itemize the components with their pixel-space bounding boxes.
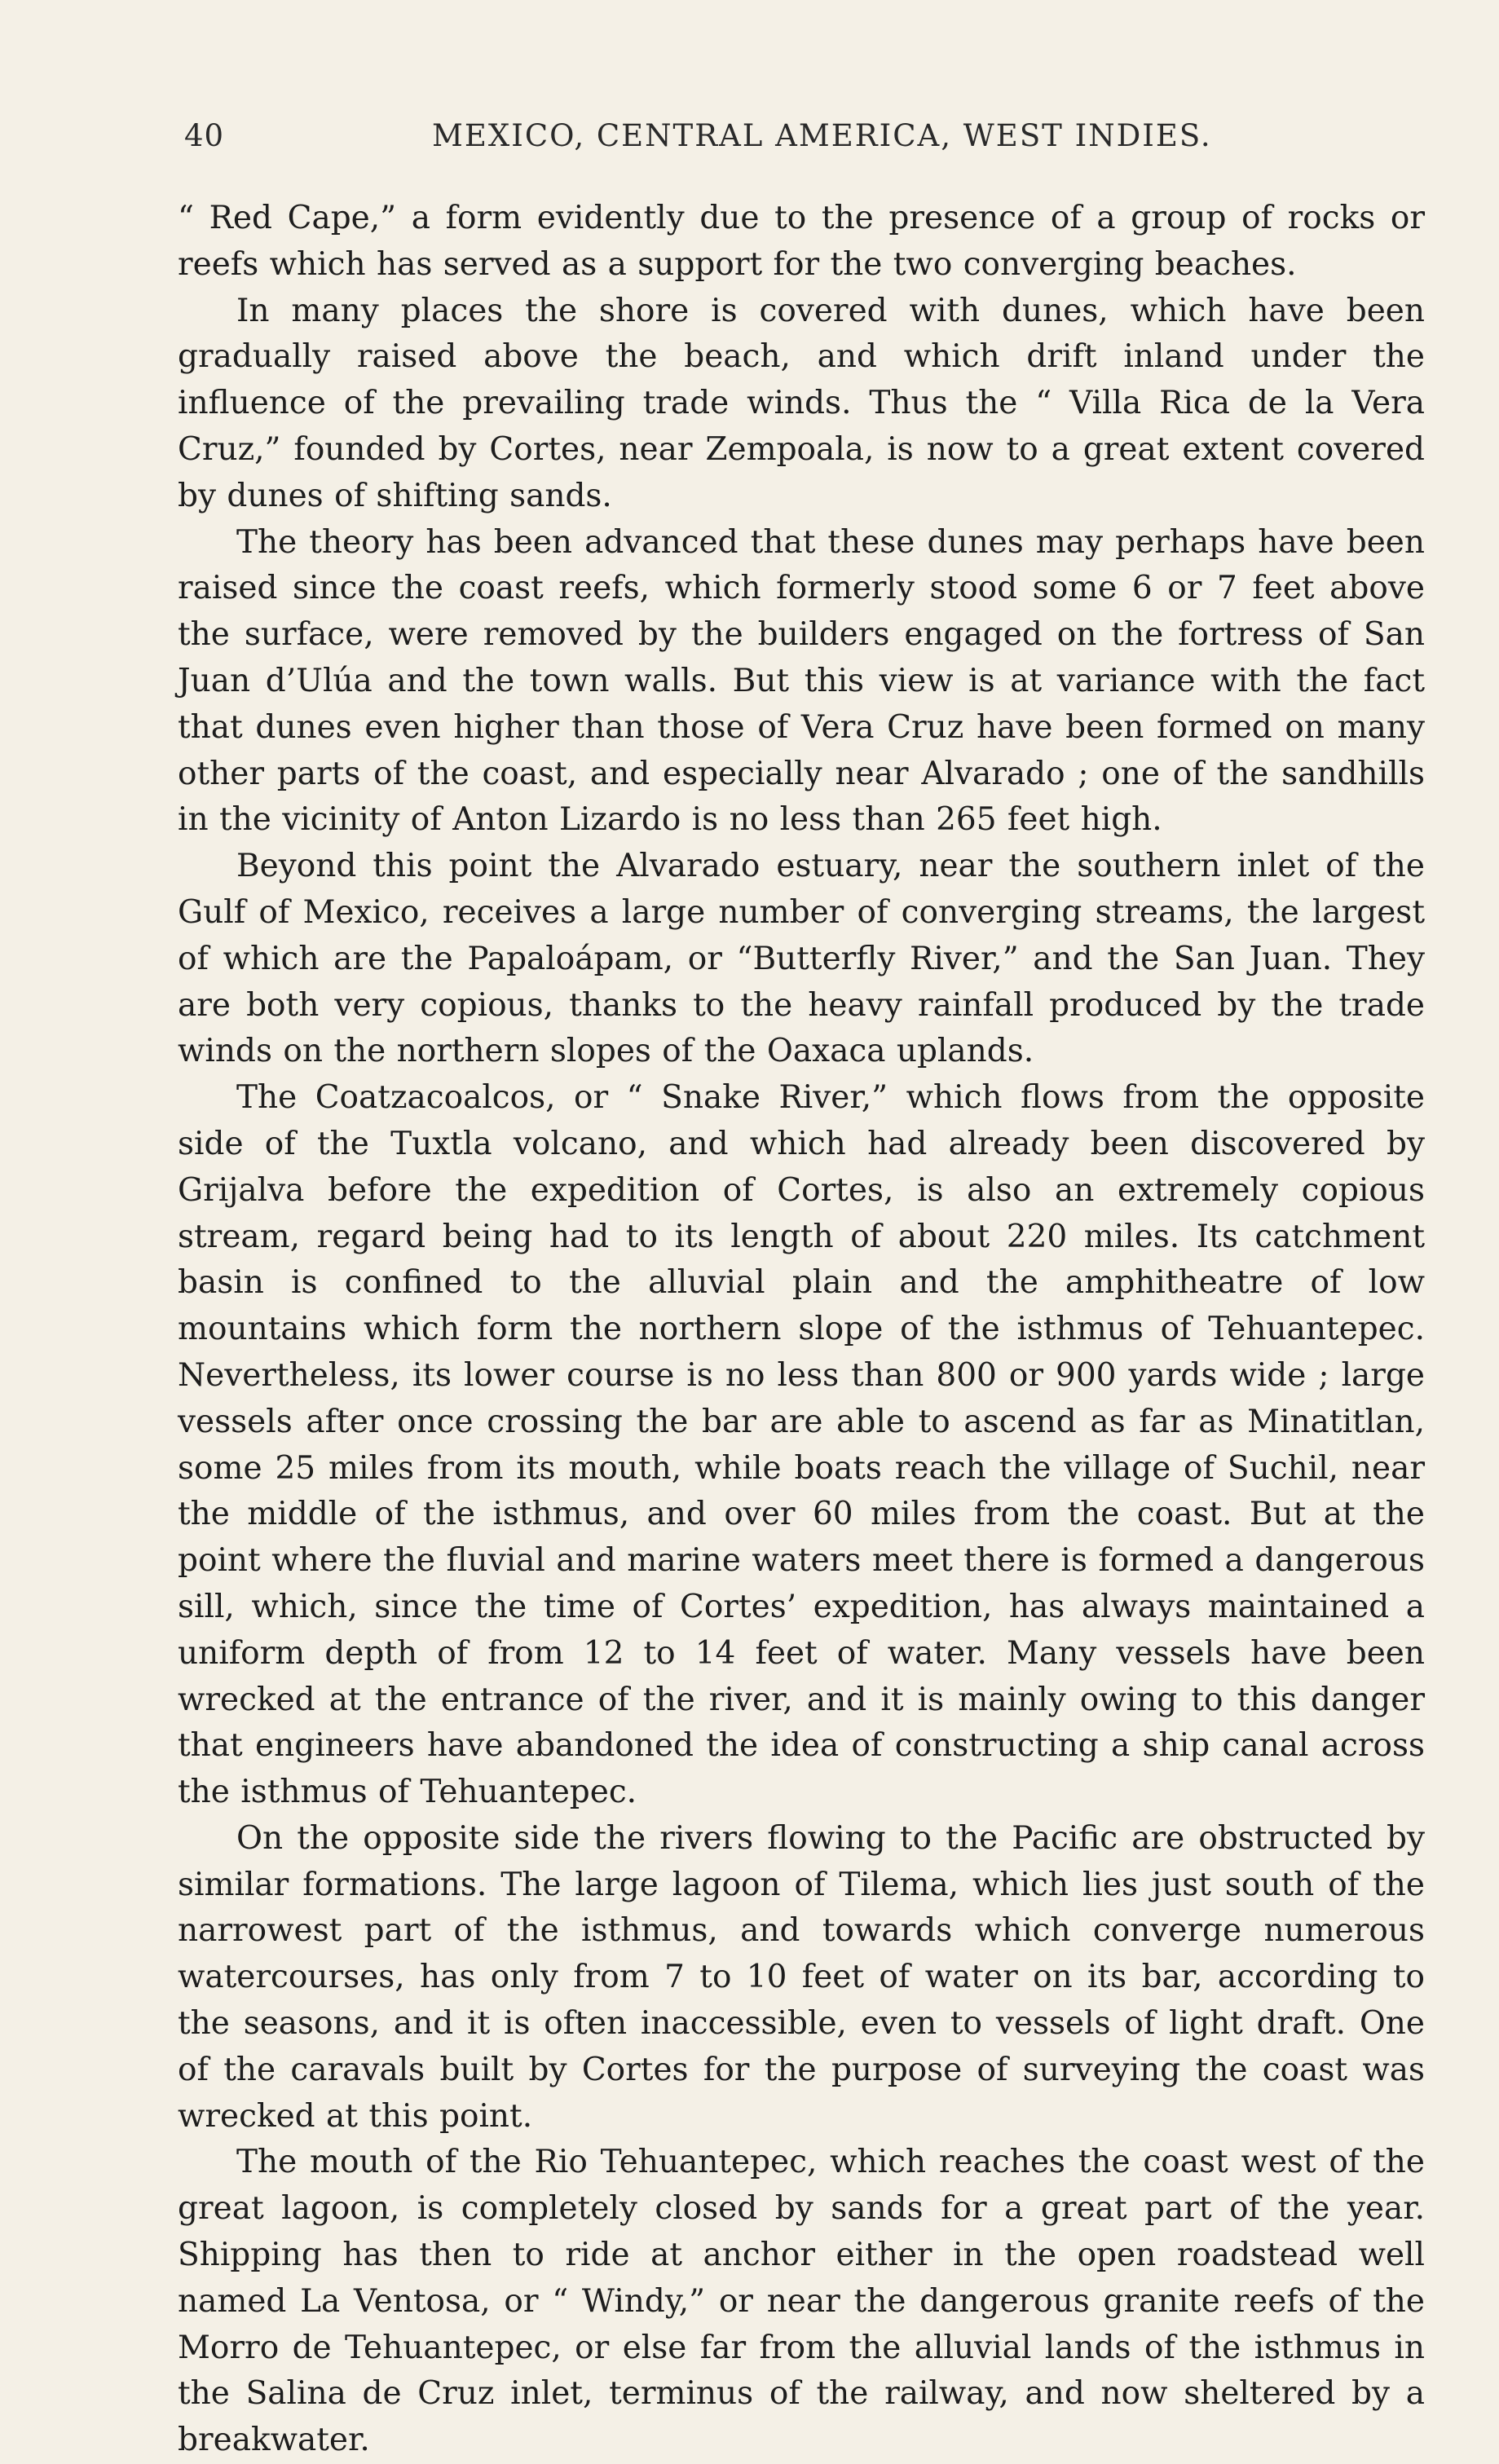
paragraph-alvarado-estuary: Beyond this point the Alvarado estuary, near the southern inlet of the Gulf of Mexico, receives a large number of converging streams, the largest of which are the Papaloápam, or “Butterfly River,” and the San Juan. They are both very copious, thanks to the heavy rainfall produced by the trade winds on the northern slopes of the Oaxaca uplands.: [178, 848, 1425, 1070]
paragraph-dunes: In many places the shore is covered with dunes, which have been gradually raised above the beach, and which drift inland under the influence of the prevailing trade winds. Thus the “ Villa Rica de la Vera Cruz,” founded by Cortes, near Zempoala, is now to a great extent covered by dunes of shifting sands.: [178, 292, 1425, 514]
paragraph-theory: The theory has been advanced that these dunes may perhaps have been raised since the coast reefs, which formerly stood some 6 or 7 feet above the surface, were removed by the builders engaged on the fortress of San Juan d’Ulúa and the town walls. But this view is at variance with the fact that dunes even higher than those of Vera Cruz have been formed on many other parts of the coast, and especially near Alvarado ; one of the sandhills in the vicinity of Anton Lizardo is no less than 265 feet high.: [178, 523, 1425, 839]
page-header: [179, 118, 1337, 159]
page-number: 40: [184, 118, 225, 153]
paragraph-pacific-rivers: On the opposite side the rivers flowing to the Pacific are obstructed by similar formations. The large lagoon of Tilema, which lies just south of the narrowest part of the isthmus, and towards which converge numerous watercourses, has only from 7 to 10 feet of water on its bar, according to the seasons, and it is often inaccessible, even to vessels of light draft. One of the caravals built by Cortes for the purpose of surveying the coast was wrecked at this point.: [178, 1819, 1425, 2135]
running-title: MEXICO, CENTRAL AMERICA, WEST INDIES.: [432, 118, 1212, 153]
paragraph-coatzacoalcos: The Coatzacoalcos, or “ Snake River,” which flows from the opposite side of the Tuxtla volcano, and which had already been discovered by Grijalva before the expedition of Cortes, is also an extremely copious stream, regard being had to its length of about 220 miles. Its catchment basin is confined to the alluvial plain and the amphitheatre of low mountains which form the northern slope of the isthmus of Tehuantepec. Nevertheless, its lower course is no less than 800 or 900 yards wide ; large vessels after once crossing the bar are able to ascend as far as Minatitlan, some 25 miles from its mouth, while boats reach the village of Suchil, near the middle of the isthmus, and over 60 miles from the coast. But at the point where the fluvial and marine waters meet there is formed a dangerous sill, which, since the time of Cortes’ expedition, has always maintained a uniform depth of from 12 to 14 feet of water. Many vessels have been wrecked at the entrance of the river, and it is mainly owing to this danger that engineers have abandoned the idea of constructing a ship canal across the isthmus of Tehuantepec.: [178, 1079, 1425, 1811]
paragraph-red-cape: “ Red Cape,” a form evidently due to the presence of a group of rocks or reefs which has served as a support for the two converging beaches.: [178, 200, 1425, 283]
body-text: [178, 196, 1425, 2464]
paragraph-rio-tehuantepec: The mouth of the Rio Tehuantepec, which reaches the coast west of the great lagoon, is completely closed by sands for a great part of the year. Shipping has then to ride at anchor either in the open roadstead well named La Ventosa, or “ Windy,” or near the dangerous granite reefs of the Morro de Tehuantepec, or else far from the alluvial lands of the isthmus in the Salina de Cruz inlet, terminus of the railway, and now sheltered by a breakwater.: [178, 2144, 1425, 2459]
